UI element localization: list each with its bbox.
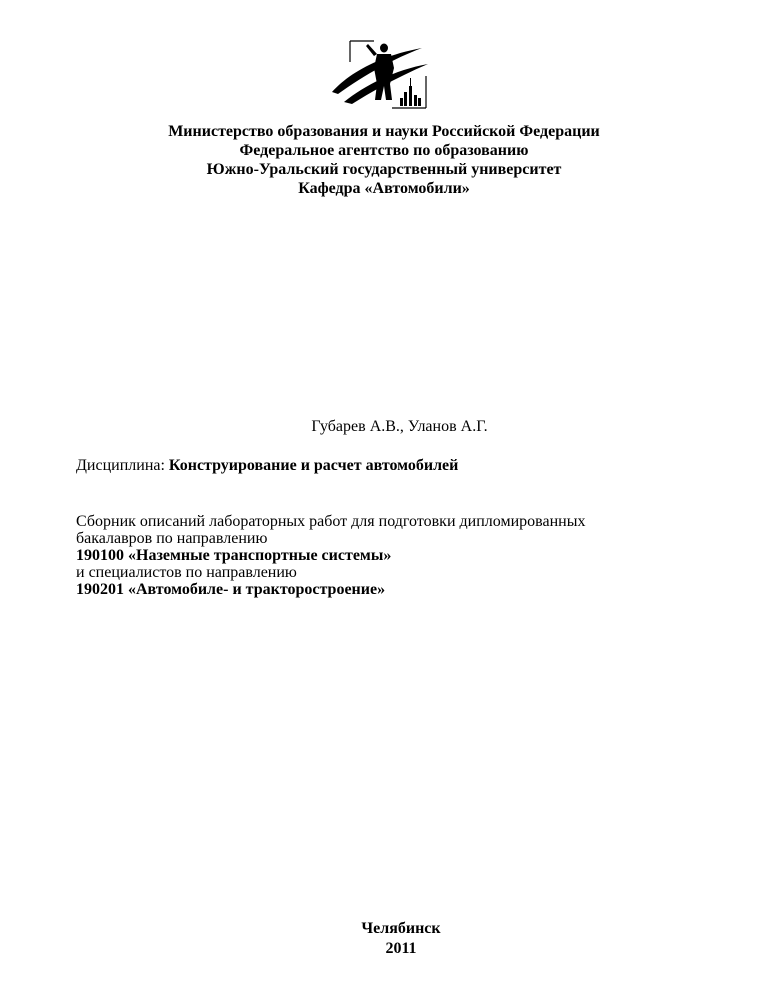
- university-name: Южно-Уральский государственный университет: [206, 161, 562, 178]
- year: 2011: [385, 940, 417, 957]
- collection-line-2: бакалавров по направлению: [76, 530, 268, 547]
- department-name: Кафедра «Автомобили»: [298, 180, 470, 197]
- ministry-name: Министерство образования и науки Российской Федерации: [168, 123, 600, 140]
- discipline-label: Дисциплина:: [76, 457, 169, 474]
- city: Челябинск: [361, 920, 441, 937]
- authors: Губарев А.В., Уланов А.Г.: [311, 418, 488, 435]
- collection-description: [76, 513, 716, 598]
- discipline: [76, 456, 458, 475]
- discipline-value: Конструирование и расчет автомобилей: [168, 457, 459, 474]
- collection-line-1: Сборник описаний лабораторных работ для подготовки дипломированных: [76, 513, 586, 530]
- direction-bachelor: 190100 «Наземные транспортные системы»: [76, 547, 392, 564]
- collection-line-4: и специалистов по направлению: [76, 564, 297, 581]
- agency-name: Федеральное агентство по образованию: [239, 142, 529, 159]
- direction-specialist: 190201 «Автомобиле- и тракторостроение»: [76, 581, 386, 598]
- footer-block: [0, 919, 768, 959]
- header-block: [0, 122, 768, 198]
- university-logo-icon: [330, 38, 430, 110]
